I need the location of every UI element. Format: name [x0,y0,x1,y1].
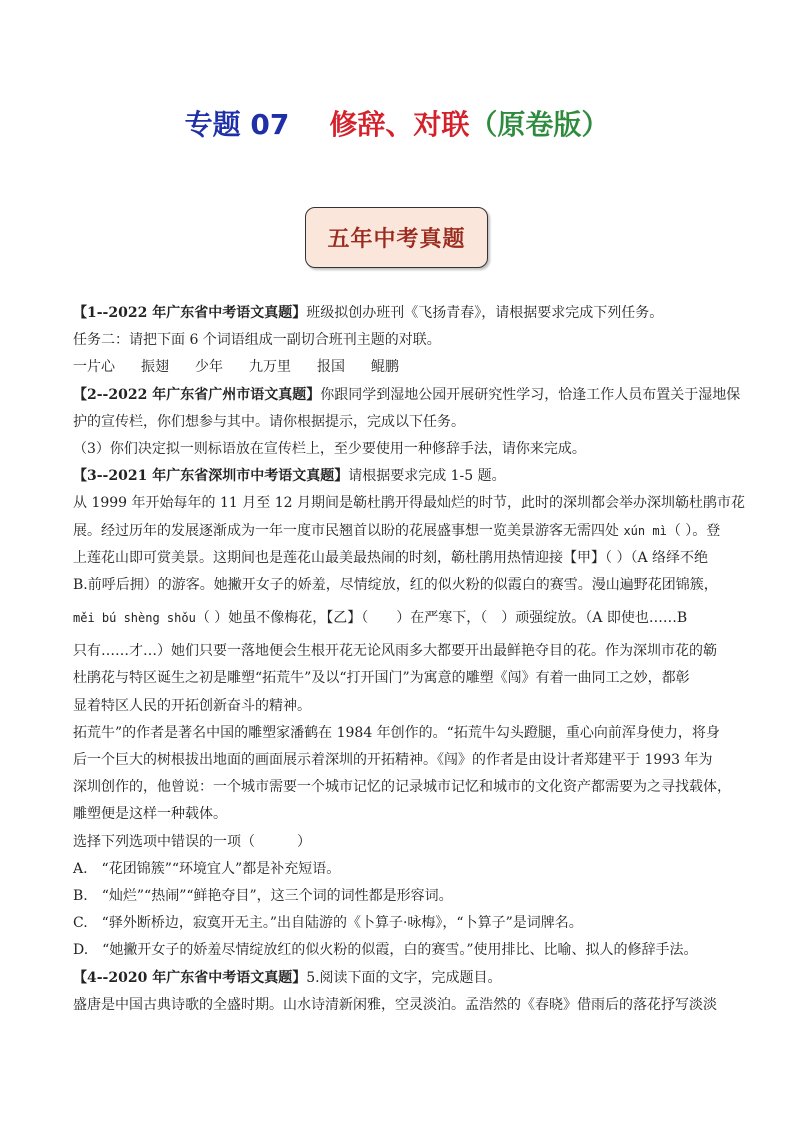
q3-passage-line: 拓荒牛”的作者是著名中国的雕塑家潘鹤在 1984 年创作的。“拓荒牛勾头蹬腿，重心向前浑身使力，将身 [73,724,720,741]
option-d: D. “她撇开女子的娇羞尽情绽放红的似火粉的似霞，白的赛雪。”使用排比、比喻、拟人的修辞手法。 [73,942,698,959]
q2-text-a: 你跟同学到湿地公园开展研究性学习，恰逢工作人员布置关于湿地保 [320,386,741,403]
q1-text: 班级拟创办班刊《飞扬青春》，请根据要求完成下列任务。 [306,305,664,321]
q4-intro [73,965,728,992]
q3-passage-line: 雕塑便是这样一种载体。 [73,806,227,823]
q3-passage-line: 上莲花山即可赏美景。这期间也是莲花山最美最热闹的时刻，簕杜鹃用热情迎接【甲】（ ）（A 络绎不绝 [73,549,709,566]
q2-tag: 【2--2022 年广东省广州市语文真题】 [73,386,321,403]
pinyin-meibushengshou: měi bú shèng shǒu [73,611,196,626]
q4-text: 5.阅读下面的文字，完成题目。 [306,969,502,986]
q3-passage-line: 后一个巨大的树根拔出地面的画面展示着深圳的开拓精神。《闯》的作者是由设计者郑建平于 1993 年为 [73,752,713,768]
word-item: 九万里 [249,359,291,376]
option-a: A. “花团锦簇”“环境宜人”都是补充短语。 [73,860,341,877]
word-item: 少年 [195,359,223,376]
word-item: 一片心 [73,359,115,376]
q2-text-b: 护的宣传栏，你们想参与其中。请你根据提示，完成以下任务。 [73,413,465,430]
q3-text: 请根据要求完成 1-5 题。 [348,468,506,485]
q3-question: 选择下列选项中错误的一项（ ） [73,833,311,850]
q1-task: 任务二：请把下面 6 个词语组成一副切合班刊主题的对联。 [73,332,441,349]
q4-passage-line: 盛唐是中国古典诗歌的全盛时期。山水诗清新闲雅，空灵淡泊。孟浩然的《春晓》借雨后的落花抒写淡淡 [73,996,717,1013]
q3-intro [73,463,728,490]
document-body [73,300,745,1019]
title-topic-name: 修辞、对联 [329,108,470,141]
title-edition: （原卷版） [469,108,610,141]
q3-passage-line: B.前呼后拥）的游客。她撇开女子的娇羞，尽情绽放，红的似火粉的似霞白的赛雪。漫山遍野花团锦簇， [73,576,718,593]
title-topic-number: 专题 07 [184,108,290,141]
option-b: B. “灿烂”“热闹”“鲜艳夺目”，这三个词的词性都是形容词。 [73,887,453,904]
q3-passage-line: 显着特区人民的开拓创新奋斗的精神。 [73,697,311,714]
word-item: 鲲鹏 [371,359,399,376]
pinyin-xunmi: xún mì [623,523,667,538]
q1-word-list [73,354,728,381]
q3-passage-line: 只有……才…）她们只要一落地便会生根开花无论风雨多大都要开出最鲜艳夺目的花。作为深圳市花的簕 [73,643,717,660]
q3-passage-line: 从 1999 年开始每年的 11 月至 12 月期间是簕杜鹃开得最灿烂的时节，此时的深圳都会举办深圳簕杜鹃市花 [73,495,745,512]
q4-tag: 【4--2020 年广东省中考语文真题】 [73,969,307,986]
q2-task: （3）你们决定拟一则标语放在宣传栏上，至少要使用一种修辞手法，请你来完成。 [73,440,586,457]
q3-tag: 【3--2021 年广东省深圳市中考语文真题】 [73,468,349,485]
section-header-label: 五年中考真题 [327,226,466,252]
word-item: 报国 [317,359,345,376]
q3-passage-line: měi bú shèng shǒu（ ）她虽不像梅花，【乙】（ ）在严寒下，（ ）顽强绽放。（A 即使也……B [73,610,688,627]
page-title [0,103,794,143]
section-header-box [305,207,488,268]
q3-passage-line: 展。经过历年的发展逐渐成为一年一度市民翘首以盼的花展盛事想一览美景游客无需四处 xún mì（ ）。登 [73,522,721,539]
option-c: C. “驿外断桥边，寂寞开无主。”出自陆游的《卜算子·咏梅》，“卜算子”是词牌名。 [73,915,583,932]
q1-intro [73,300,728,327]
word-item: 振翅 [141,359,169,376]
q2-intro [73,382,741,409]
q1-tag: 【1--2022 年广东省中考语文真题】 [73,305,307,321]
q3-passage-line: 深圳创作的，他曾说：一个城市需要一个城市记忆的记录城市记忆和城市的文化资产都需要为之寻找载体， [73,779,731,796]
q3-passage-line: 杜鹃花与特区诞生之初是雕塑“拓荒牛”及以“打开国门”为寓意的雕塑《闯》有着一曲同工之妙，都彰 [73,670,690,687]
